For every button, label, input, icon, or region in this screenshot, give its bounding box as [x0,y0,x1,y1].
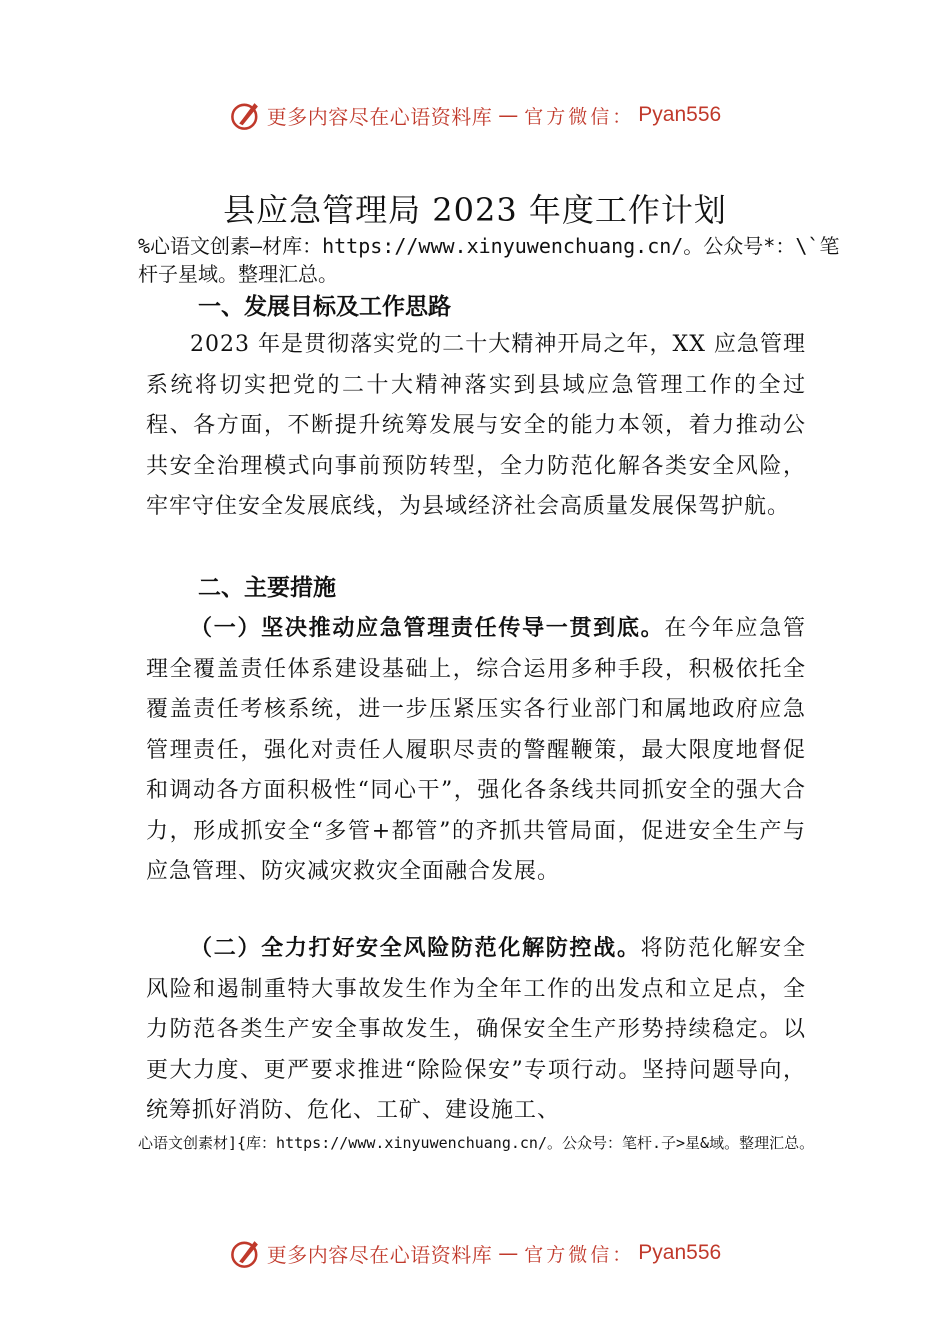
quill-pen-logo-icon [229,1236,263,1270]
banner-wechat-label: 官方微信： [524,105,635,128]
section-heading-goals: 一、发展目标及工作思路 [198,294,451,320]
watermark-text-top: %心语文创素—材库：https://www.xinyuwenchuang.cn/。公众号*：\`笔杆子星域。整理汇总。 [138,234,840,286]
measure-1-lead: （一）坚决推动应急管理责任传导一贯到底。 [190,615,665,641]
banner-content [229,98,721,132]
footer-banner [0,1233,950,1273]
quill-pen-logo-icon [229,98,263,132]
banner-slogan-footer: 更多内容尽在心语资料库 [266,1242,493,1267]
banner-wechat-id-footer: Pyan556 [638,1241,722,1264]
banner-separator: — [498,103,519,127]
paragraph-measure-2 [146,928,806,1132]
document-title: 县应急管理局 2023 年度工作计划 [223,191,727,229]
section-heading-measures: 二、主要措施 [198,575,336,601]
banner-wechat-label-footer: 官方微信： [524,1243,635,1266]
header-banner [0,95,950,135]
measure-2-body: 将防范化解安全风险和遏制重特大事故发生作为全年工作的出发点和立足点，全力防范各类生产安全事故发生，确保安全生产形势持续稳定。以更大力度、更严要求推进“除险保安”专项行动。坚持问题导向，统筹抓好消防、危化、工矿、建设施工、 [146,936,806,1123]
banner-separator-footer: — [498,1241,519,1265]
measure-2-lead: （二）全力打好安全风险防范化解防控战。 [190,935,641,961]
paragraph-measure-1 [146,608,806,893]
paragraph-goals: 2023 年是贯彻落实党的二十大精神开局之年，XX 应急管理系统将切实把党的二十大精神落实到县域应急管理工作的全过程、各方面，不断提升统筹发展与安全的能力本领，着力推动公共安全治理模式向事前预防转型，全力防范化解各类安全风险，牢牢守住安全发展底线，为县域经济社会高质量发展保驾护航。 [146,332,806,519]
measure-1-body: 在今年应急管理全覆盖责任体系建设基础上，综合运用多种手段，积极依托全覆盖责任考核系统，进一步压紧压实各行业部门和属地政府应急管理责任，强化对责任人履职尽责的警醒鞭策，最大限度地督促和调动各方面积极性“同心干”，强化各条线共同抓安全的强大合力，形成抓安全“多管+都管”的齐抓共管局面，促进安全生产与应急管理、防灾减灾救灾全面融合发展。 [146,616,806,884]
watermark-text-bottom: 心语文创素材]{库：https://www.xinyuwenchuang.cn/。公众号：笔杆.子>星&域。整理汇总。 [138,1134,815,1152]
banner-slogan: 更多内容尽在心语资料库 [266,104,493,129]
banner-content-footer [229,1236,721,1270]
banner-wechat-id: Pyan556 [638,103,722,126]
